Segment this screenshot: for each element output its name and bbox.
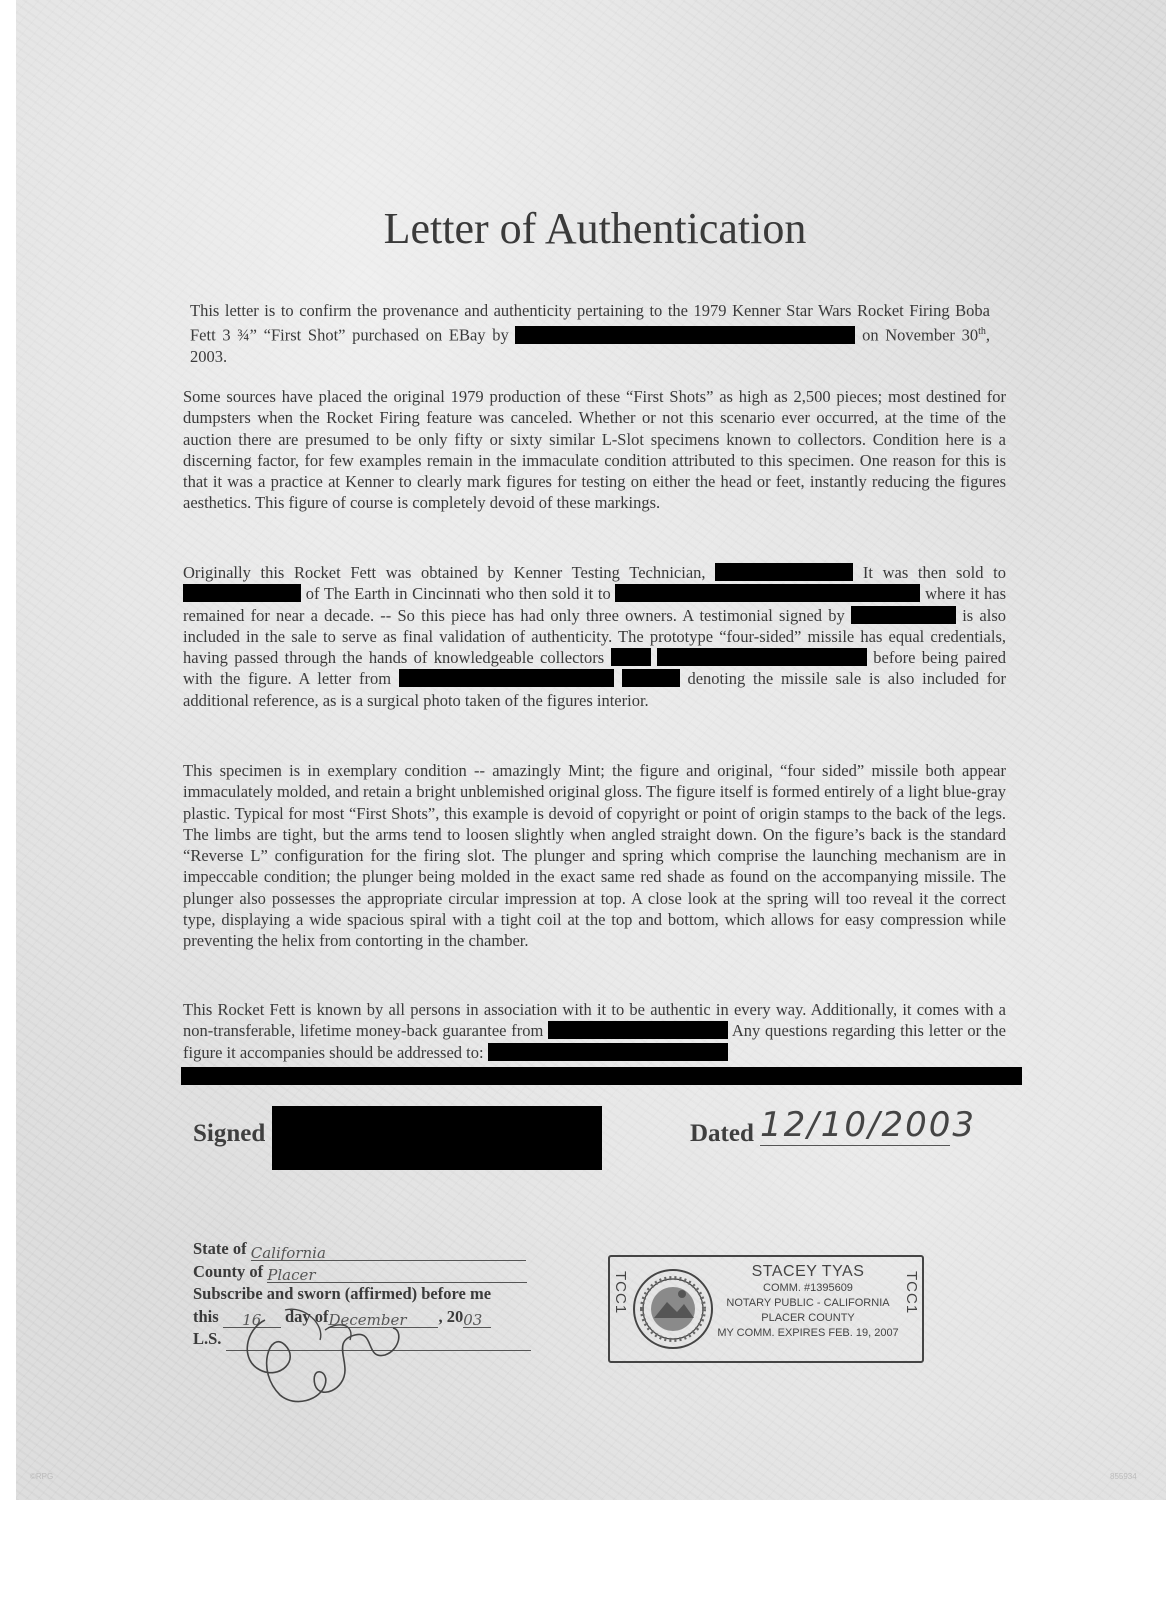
intro-date-text: on November 30 <box>862 325 979 345</box>
stamp-side-right: TCC1 <box>903 1271 920 1315</box>
provenance-text-d: where it has remained for near a decade. -- So this piece has had only three owners. A testimonial signed by <box>183 584 1006 625</box>
date-superscript: th <box>978 326 986 338</box>
guarantee-text-b: Any questions regarding this letter or the figure it accompanies should be addressed to: <box>183 1021 1006 1062</box>
stamp-side-left: TCC1 <box>612 1271 629 1315</box>
redaction <box>183 584 301 602</box>
paragraph-provenance <box>183 562 1006 711</box>
paragraph-production: Some sources have placed the original 1979 production of these “First Shots” as high as 2,500 pieces; most destined for dumpsters when the Rocket Firing feature was canceled. Whether or not this scenario ever occurred, at the time of the auction there are presumed to be only fifty or sixty similar L-Slot specimens known to collectors. Condition here is a discerning factor, for few examples remain in the immaculate condition attributed to this specimen. One reason for this is that it was a practice at Kenner to clearly mark figures for testing on either the head or feet, instantly reducing the figures aesthetics. This figure of course is completely devoid of these markings. <box>183 387 1006 513</box>
provenance-text-a: Originally this Rocket Fett was obtained by Kenner Testing Technician, <box>183 563 716 582</box>
stamp-commission: COMM. #1395609 <box>763 1282 853 1294</box>
signed-label: Signed <box>193 1120 266 1147</box>
county-value: Placer <box>267 1264 527 1283</box>
guarantee-text-a: This Rocket Fett is known by all persons in association with it to be authentic in every way. Additionally, it comes with a non-transferable, lifetime money-back guarantee from <box>183 1000 1006 1041</box>
california-seal-icon <box>632 1268 714 1350</box>
redaction <box>488 1043 728 1061</box>
county-label: County of <box>193 1261 264 1281</box>
redaction <box>399 669 614 687</box>
stamp-expires: MY COMM. EXPIRES FEB. 19, 2007 <box>717 1327 899 1339</box>
redaction <box>515 326 855 344</box>
redaction <box>622 669 680 687</box>
notary-stamp <box>608 1255 924 1363</box>
footer-left-mark: ©RPG <box>30 1472 54 1481</box>
sworn-label: Subscribe and sworn (affirmed) before me <box>193 1284 492 1303</box>
provenance-text-b: It was then sold to <box>853 563 1006 582</box>
redaction <box>715 563 853 581</box>
year-value: 03 <box>463 1309 491 1328</box>
paragraph-guarantee <box>183 999 1006 1063</box>
provenance-text-c: of The Earth in Cincinnati who then sold it to <box>301 584 616 604</box>
day-value: 16 <box>223 1309 281 1328</box>
ls-label: L.S. <box>193 1329 222 1348</box>
year-prefix: , 20 <box>438 1306 464 1326</box>
stamp-name: STACEY TYAS <box>751 1263 865 1280</box>
day-of-label: day of <box>284 1306 329 1326</box>
redaction <box>611 648 651 666</box>
state-label: State of <box>193 1239 247 1258</box>
document-title: Letter of Authentication <box>383 204 807 253</box>
provenance-text-e: is also included in the sale to serve as final validation of authenticity. The prototype “four-sided” missile has equal credentials, having passed through the hands of knowledgeable collectors <box>183 605 1006 668</box>
stamp-text <box>708 1263 908 1341</box>
dated-label: Dated <box>690 1120 754 1147</box>
stamp-county: PLACER COUNTY <box>761 1312 855 1324</box>
intro-year-text: , 2003. <box>190 325 990 367</box>
paragraph-intro <box>190 300 990 367</box>
notary-signature <box>225 1300 425 1410</box>
footer-right-mark: 855934 <box>1110 1472 1137 1481</box>
provenance-text-f: before being paired with the figure. A letter from <box>183 648 1007 689</box>
stamp-title: NOTARY PUBLIC - CALIFORNIA <box>726 1297 890 1309</box>
state-value: California <box>251 1242 526 1261</box>
redaction <box>657 648 867 666</box>
this-label: this <box>193 1306 219 1326</box>
month-value: December <box>328 1309 438 1328</box>
redaction <box>548 1021 728 1039</box>
redaction <box>615 584 920 602</box>
redaction <box>181 1067 1022 1085</box>
redaction <box>851 606 956 624</box>
signature-redaction <box>272 1106 602 1170</box>
dated-value: 12/10/2003 <box>760 1105 976 1145</box>
provenance-text-g: denoting the missile sale is also included for additional reference, as is a surgical photo taken of the figures interior. <box>183 669 1007 710</box>
intro-text: This letter is to confirm the provenance and authenticity pertaining to the 1979 Kenner Star Wars Rocket Firing Boba Fett 3 ¾” “First Shot” purchased on EBay by <box>190 301 990 345</box>
paragraph-condition: This specimen is in exemplary condition -- amazingly Mint; the figure and original, “four sided” missile both appear immaculately molded, and retain a bright unblemished original gloss. The figure itself is formed entirely of a light blue-gray plastic. Typical for most “First Shots”, this example is devoid of copyright or point of origin stamps to the back of the legs. The limbs are tight, but the arms tend to loosen slightly when angled straight down. On the figure’s back is the standard “Reverse L” configuration for the firing slot. The plunger and spring which comprise the launching mechanism are in impeccable condition; the plunger being molded in the exact same red shade as found on the accompanying missile. The plunger also possesses the appropriate circular impression at top. A close look at the spring will too reveal it the correct type, displaying a wide spacious spiral with a tight coil at the top and bottom, which allows for easy compression while preventing the helix from contorting in the chamber. <box>183 761 1006 951</box>
